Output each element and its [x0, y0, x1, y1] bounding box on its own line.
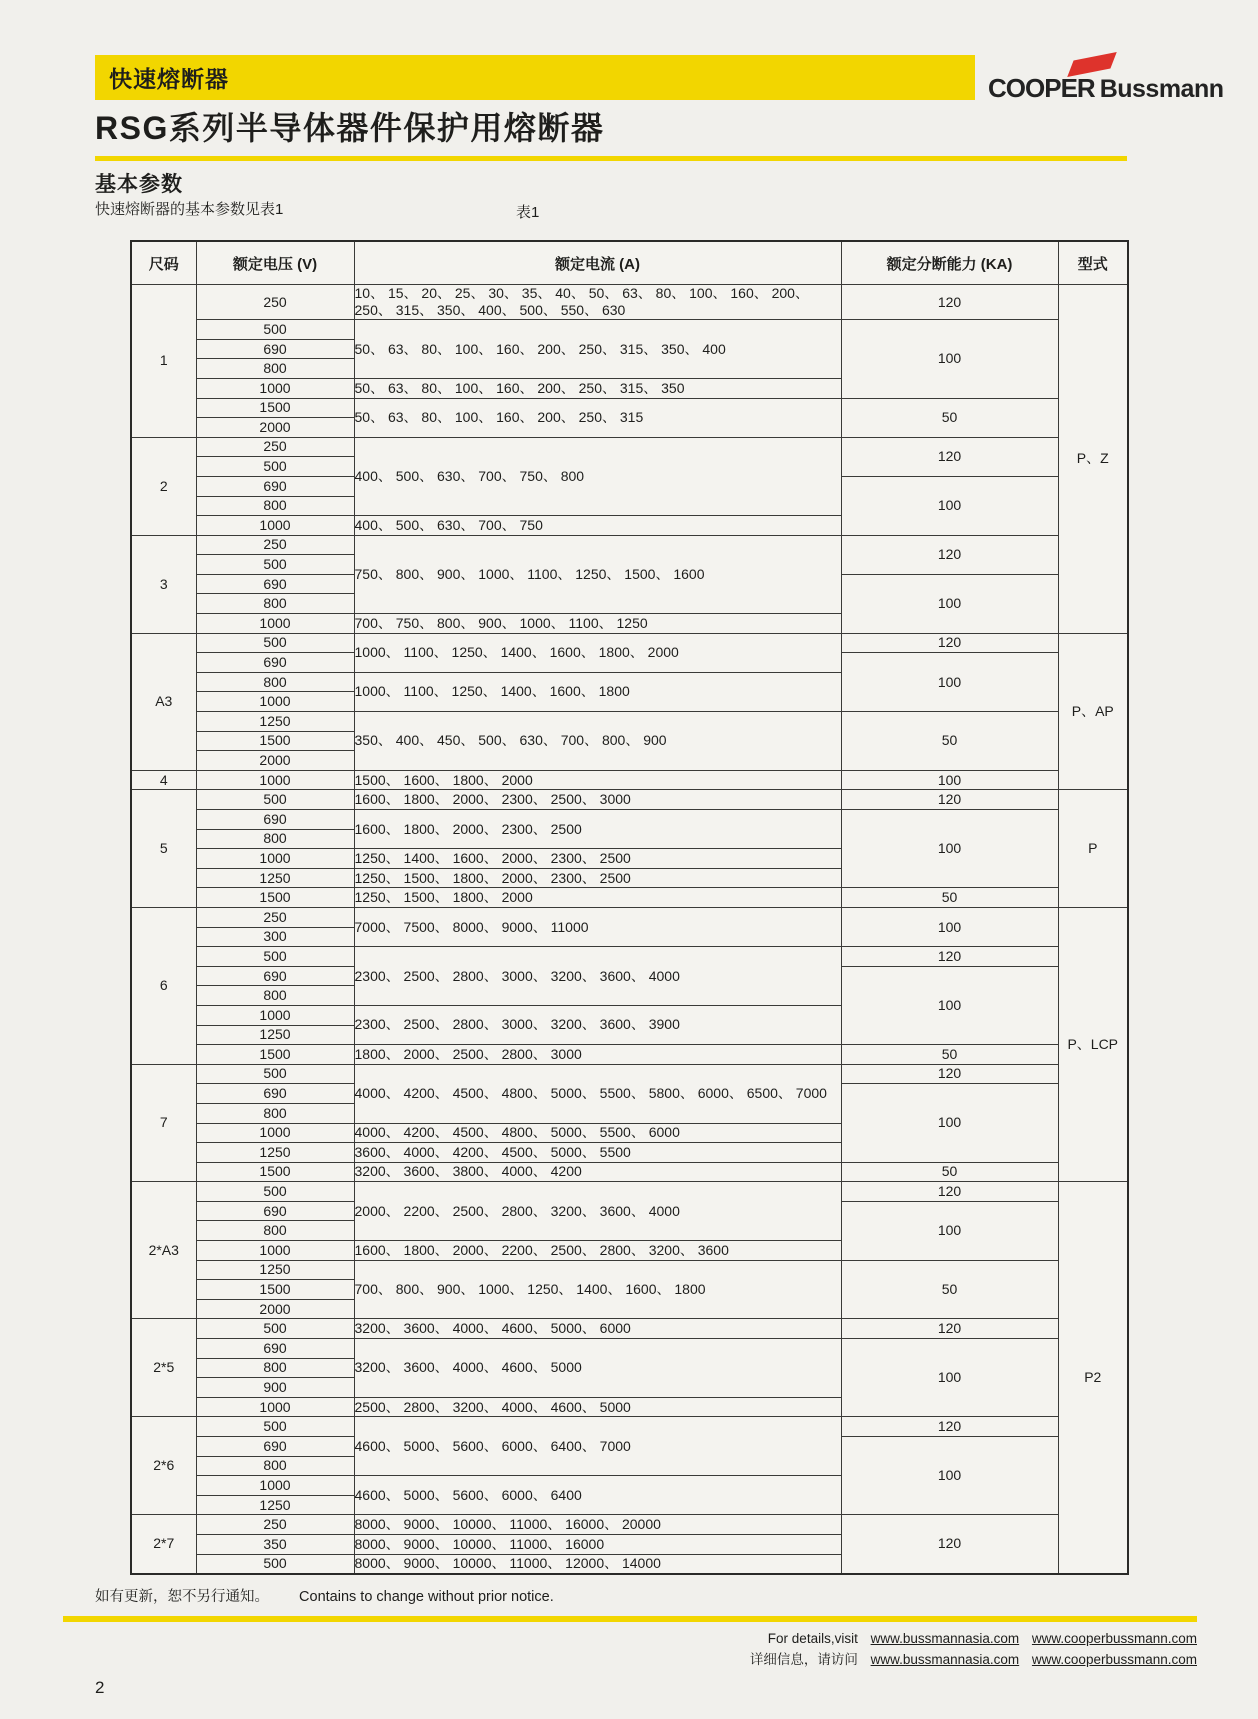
cooper-bussmann-logo [988, 56, 1224, 106]
cell-volt: 1500 [196, 731, 354, 751]
cell-cur: 10、 15、 20、 25、 30、 35、 40、 50、 63、 80、 100、 160、 200、 250、 315、 350、 400、 500、 550、 630 [354, 285, 841, 320]
footer-disclaimer [95, 1585, 554, 1606]
cell-volt: 690 [196, 574, 354, 594]
cell-cur: 1000、 1100、 1250、 1400、 1600、 1800 [354, 672, 841, 711]
table-caption: 表1 [516, 204, 540, 221]
bussmannasia-link-zh[interactable]: www.bussmannasia.com [870, 1651, 1020, 1667]
cell-size: 2 [131, 437, 196, 535]
cell-volt: 1000 [196, 692, 354, 712]
column-header: 尺码 [131, 241, 196, 285]
cell-volt: 500 [196, 790, 354, 810]
table-row [131, 1339, 1128, 1359]
cell-ka: 100 [841, 1084, 1058, 1162]
footer-links-prefix-zh: 详细信息，请访问 [749, 1651, 858, 1667]
section-note: 快速熔断器的基本参数见表1 [95, 201, 284, 218]
cell-volt: 690 [196, 1339, 354, 1359]
cell-volt: 800 [196, 986, 354, 1006]
cell-cur: 400、 500、 630、 700、 750、 800 [354, 437, 841, 515]
cell-size: 5 [131, 790, 196, 908]
table-row [131, 1515, 1128, 1535]
column-header: 额定电流 (A) [354, 241, 841, 285]
cell-volt: 500 [196, 1319, 354, 1339]
table-row [131, 633, 1128, 653]
cell-volt: 2000 [196, 418, 354, 438]
cell-volt: 690 [196, 339, 354, 359]
table-row [131, 947, 1128, 967]
cell-ka: 120 [841, 947, 1058, 967]
cell-volt: 250 [196, 907, 354, 927]
cell-cur: 2000、 2200、 2500、 2800、 3200、 3600、 4000 [354, 1182, 841, 1241]
cell-cur: 4600、 5000、 5600、 6000、 6400 [354, 1476, 841, 1515]
cell-volt: 1000 [196, 516, 354, 536]
cell-size: 6 [131, 907, 196, 1064]
cell-cur: 1250、 1500、 1800、 2000 [354, 888, 841, 908]
logo-cooper-wordmark: COOPER [988, 73, 1095, 103]
category-banner-label: 快速熔断器 [109, 66, 229, 92]
cell-cur: 8000、 9000、 10000、 11000、 16000、 20000 [354, 1515, 841, 1535]
cell-cur: 3600、 4000、 4200、 4500、 5000、 5500 [354, 1143, 841, 1163]
cell-cur: 7000、 7500、 8000、 9000、 11000 [354, 907, 841, 946]
cell-cur: 8000、 9000、 10000、 11000、 12000、 14000 [354, 1554, 841, 1574]
cell-type: P、Z [1058, 285, 1128, 634]
cell-ka: 100 [841, 1437, 1058, 1515]
cell-volt: 1000 [196, 1476, 354, 1496]
cell-volt: 800 [196, 1358, 354, 1378]
cell-cur: 1600、 1800、 2000、 2200、 2500、 2800、 3200、 3600 [354, 1241, 841, 1261]
logo-text [988, 73, 1224, 104]
cell-volt: 250 [196, 285, 354, 320]
cell-ka: 120 [841, 1319, 1058, 1339]
cell-volt: 1250 [196, 868, 354, 888]
cell-cur: 3200、 3600、 4000、 4600、 5000、 6000 [354, 1319, 841, 1339]
footer-links-prefix-en: For details,visit [767, 1631, 858, 1646]
cell-cur: 4000、 4200、 4500、 4800、 5000、 5500、 6000 [354, 1123, 841, 1143]
cooperbussmann-link-zh[interactable]: www.cooperbussmann.com [1031, 1651, 1197, 1667]
cell-type: P、LCP [1058, 907, 1128, 1181]
cell-cur: 700、 800、 900、 1000、 1250、 1400、 1600、 1800 [354, 1260, 841, 1319]
cell-volt: 690 [196, 476, 354, 496]
cell-volt: 1000 [196, 1123, 354, 1143]
cell-ka: 50 [841, 1260, 1058, 1319]
cell-ka: 120 [841, 1515, 1058, 1574]
cell-cur: 8000、 9000、 10000、 11000、 16000 [354, 1534, 841, 1554]
cell-volt: 1000 [196, 378, 354, 398]
table-row [131, 888, 1128, 908]
cell-cur: 1500、 1600、 1800、 2000 [354, 770, 841, 790]
accent-rule-top [95, 156, 1127, 161]
cell-volt: 1000 [196, 849, 354, 869]
cell-volt: 500 [196, 320, 354, 340]
footer-disclaimer-en: Contains to change without prior notice. [299, 1589, 554, 1605]
cell-cur: 50、 63、 80、 100、 160、 200、 250、 315 [354, 398, 841, 437]
cell-volt: 1250 [196, 1143, 354, 1163]
cell-volt: 800 [196, 829, 354, 849]
table-body [131, 285, 1128, 1574]
cell-ka: 120 [841, 790, 1058, 810]
cell-volt: 1000 [196, 614, 354, 634]
cell-ka: 120 [841, 285, 1058, 320]
cell-volt: 2000 [196, 1299, 354, 1319]
accent-rule-bottom [63, 1616, 1197, 1622]
cell-cur: 400、 500、 630、 700、 750 [354, 516, 841, 536]
table-row [131, 1260, 1128, 1280]
cell-volt: 1000 [196, 770, 354, 790]
cell-volt: 1000 [196, 1005, 354, 1025]
column-header: 额定电压 (V) [196, 241, 354, 285]
cell-cur: 2300、 2500、 2800、 3000、 3200、 3600、 4000 [354, 947, 841, 1006]
cell-size: 7 [131, 1064, 196, 1182]
cell-volt: 1500 [196, 1162, 354, 1182]
page-title: RSG系列半导体器件保护用熔断器 [95, 110, 605, 146]
cell-ka: 120 [841, 1182, 1058, 1202]
cell-cur: 2300、 2500、 2800、 3000、 3200、 3600、 3900 [354, 1005, 841, 1044]
cell-volt: 2000 [196, 751, 354, 771]
table-row [131, 285, 1128, 320]
cell-cur: 50、 63、 80、 100、 160、 200、 250、 315、 350 [354, 378, 841, 398]
cell-size: 1 [131, 285, 196, 438]
cell-ka: 100 [841, 1201, 1058, 1260]
table-row [131, 320, 1128, 340]
cell-volt: 800 [196, 496, 354, 516]
cell-cur: 4000、 4200、 4500、 4800、 5000、 5500、 5800、 6000、 6500、 7000 [354, 1064, 841, 1123]
cell-volt: 1500 [196, 398, 354, 418]
table-row [131, 790, 1128, 810]
table-row [131, 770, 1128, 790]
cell-volt: 1250 [196, 1260, 354, 1280]
cell-volt: 800 [196, 672, 354, 692]
cell-cur: 2500、 2800、 3200、 4000、 4600、 5000 [354, 1397, 841, 1417]
cell-cur: 3200、 3600、 3800、 4000、 4200 [354, 1162, 841, 1182]
cell-cur: 350、 400、 450、 500、 630、 700、 800、 900 [354, 712, 841, 771]
cell-volt: 1250 [196, 1025, 354, 1045]
cell-volt: 800 [196, 359, 354, 379]
table-row [131, 907, 1128, 927]
cell-volt: 690 [196, 1084, 354, 1104]
cell-volt: 1250 [196, 1495, 354, 1515]
cell-ka: 100 [841, 966, 1058, 1044]
cell-cur: 1250、 1500、 1800、 2000、 2300、 2500 [354, 868, 841, 888]
cell-cur: 1800、 2000、 2500、 2800、 3000 [354, 1045, 841, 1065]
table-head [131, 241, 1128, 285]
cell-volt: 500 [196, 947, 354, 967]
cell-volt: 690 [196, 810, 354, 830]
basic-params-table [130, 240, 1129, 1575]
cell-ka: 100 [841, 1339, 1058, 1417]
page-number: 2 [95, 1678, 105, 1697]
cell-volt: 250 [196, 1515, 354, 1535]
cell-ka: 100 [841, 574, 1058, 633]
cell-ka: 100 [841, 907, 1058, 946]
cell-volt: 500 [196, 1064, 354, 1084]
cell-size: 2*7 [131, 1515, 196, 1574]
cell-volt: 500 [196, 1554, 354, 1574]
table-row [131, 712, 1128, 732]
cell-volt: 500 [196, 1182, 354, 1202]
cell-ka: 50 [841, 1162, 1058, 1182]
footer-links-line1 [750, 1629, 1197, 1650]
cell-ka: 120 [841, 1417, 1058, 1437]
cell-volt: 1000 [196, 1397, 354, 1417]
cell-ka: 50 [841, 1045, 1058, 1065]
cell-volt: 690 [196, 653, 354, 673]
footer-links [750, 1629, 1197, 1671]
cell-volt: 800 [196, 1456, 354, 1476]
cell-ka: 100 [841, 476, 1058, 535]
cell-cur: 3200、 3600、 4000、 4600、 5000 [354, 1339, 841, 1398]
cell-size: 4 [131, 770, 196, 790]
cell-cur: 4600、 5000、 5600、 6000、 6400、 7000 [354, 1417, 841, 1476]
cell-volt: 900 [196, 1378, 354, 1398]
cell-volt: 1500 [196, 888, 354, 908]
cell-size: 2*5 [131, 1319, 196, 1417]
table-row [131, 1064, 1128, 1084]
cell-volt: 500 [196, 1417, 354, 1437]
bussmannasia-link[interactable]: www.bussmannasia.com [870, 1631, 1020, 1646]
cell-size: A3 [131, 633, 196, 770]
cell-size: 3 [131, 535, 196, 633]
cell-volt: 500 [196, 555, 354, 575]
cooperbussmann-link[interactable]: www.cooperbussmann.com [1031, 1631, 1197, 1646]
cell-cur: 50、 63、 80、 100、 160、 200、 250、 315、 350、 400 [354, 320, 841, 379]
cell-ka: 100 [841, 770, 1058, 790]
logo-bussmann-wordmark: Bussmann [1099, 75, 1224, 103]
cell-ka: 50 [841, 888, 1058, 908]
table-row [131, 1319, 1128, 1339]
cell-volt: 350 [196, 1534, 354, 1554]
cell-ka: 120 [841, 633, 1058, 653]
cell-ka: 120 [841, 1064, 1058, 1084]
table-row [131, 810, 1128, 830]
table-row [131, 1162, 1128, 1182]
table-row [131, 535, 1128, 555]
cell-ka: 50 [841, 398, 1058, 437]
cell-volt: 690 [196, 1201, 354, 1221]
column-header: 额定分断能力 (KA) [841, 241, 1058, 285]
cell-ka: 120 [841, 535, 1058, 574]
cell-cur: 1000、 1100、 1250、 1400、 1600、 1800、 2000 [354, 633, 841, 672]
table-row [131, 1045, 1128, 1065]
cell-volt: 1500 [196, 1280, 354, 1300]
cell-cur: 700、 750、 800、 900、 1000、 1100、 1250 [354, 614, 841, 634]
cell-volt: 500 [196, 457, 354, 477]
cell-volt: 1250 [196, 712, 354, 732]
cell-ka: 50 [841, 712, 1058, 771]
header-row [131, 241, 1128, 285]
cell-volt: 300 [196, 927, 354, 947]
table-row [131, 398, 1128, 418]
cell-volt: 1500 [196, 1045, 354, 1065]
cell-size: 2*A3 [131, 1182, 196, 1319]
cell-volt: 500 [196, 633, 354, 653]
cell-volt: 800 [196, 594, 354, 614]
cell-volt: 800 [196, 1221, 354, 1241]
cell-volt: 690 [196, 1437, 354, 1457]
cell-ka: 100 [841, 810, 1058, 888]
cell-ka: 100 [841, 320, 1058, 398]
table-row [131, 437, 1128, 457]
cell-size: 2*6 [131, 1417, 196, 1515]
cell-volt: 800 [196, 1103, 354, 1123]
cell-type: P、AP [1058, 633, 1128, 790]
cell-type: P [1058, 790, 1128, 908]
category-banner [95, 55, 975, 100]
cell-cur: 1600、 1800、 2000、 2300、 2500 [354, 810, 841, 849]
table-row [131, 1182, 1128, 1202]
cell-type: P2 [1058, 1182, 1128, 1574]
footer-disclaimer-zh: 如有更新，恕不另行通知。 [95, 1589, 269, 1605]
cell-volt: 250 [196, 437, 354, 457]
cell-ka: 120 [841, 437, 1058, 476]
cell-volt: 1000 [196, 1241, 354, 1261]
footer-links-line2 [750, 1650, 1197, 1671]
cell-ka: 100 [841, 653, 1058, 712]
table-row [131, 1417, 1128, 1437]
cell-cur: 1600、 1800、 2000、 2300、 2500、 3000 [354, 790, 841, 810]
cell-cur: 750、 800、 900、 1000、 1100、 1250、 1500、 1600 [354, 535, 841, 613]
section-heading: 基本参数 [95, 173, 183, 196]
cell-cur: 1250、 1400、 1600、 2000、 2300、 2500 [354, 849, 841, 869]
cell-volt: 250 [196, 535, 354, 555]
cell-volt: 690 [196, 966, 354, 986]
column-header: 型式 [1058, 241, 1128, 285]
